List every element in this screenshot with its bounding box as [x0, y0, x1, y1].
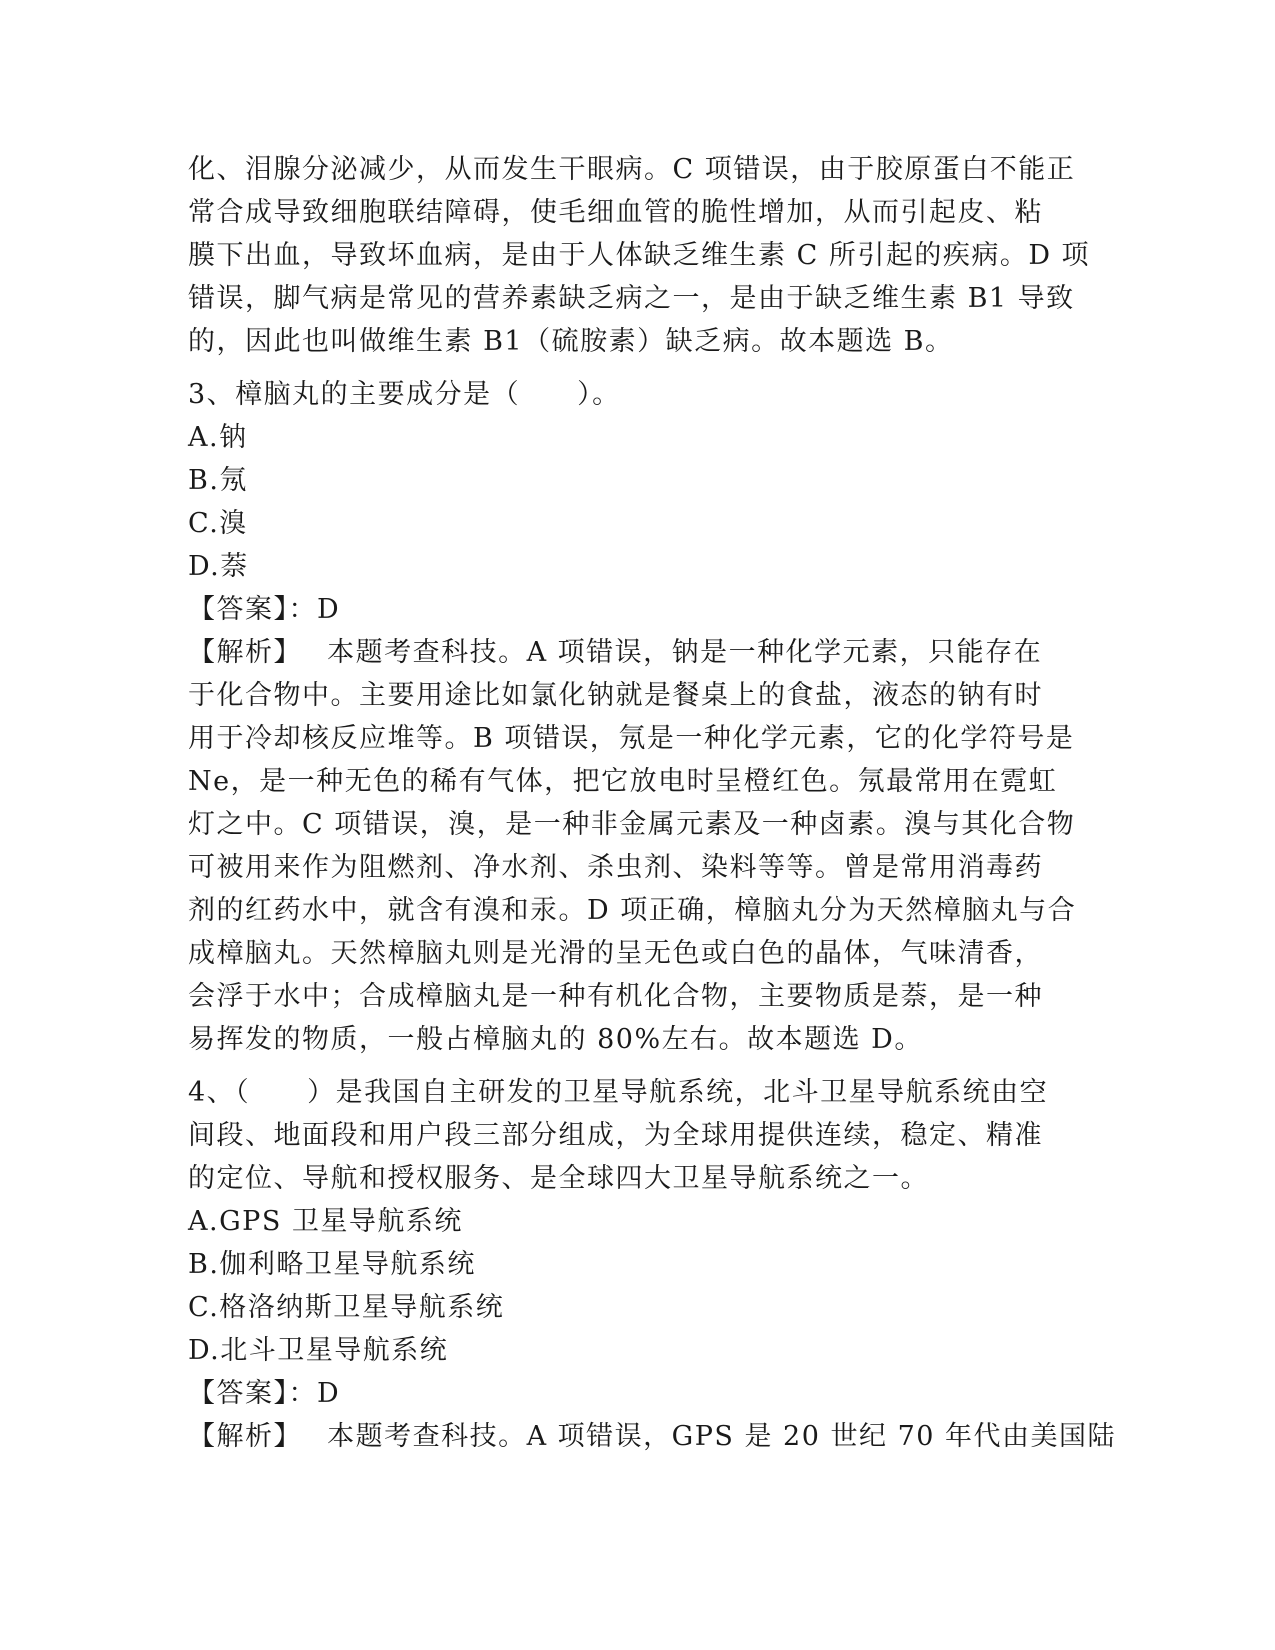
- text-line: 常合成导致细胞联结障碍，使毛细血管的脆性增加，从而引起皮、粘: [188, 197, 1043, 228]
- option-b: B.氖: [188, 465, 248, 496]
- answer-line: 【答案】：D: [188, 594, 341, 625]
- question-stem: 的定位、导航和授权服务、是全球四大卫星导航系统之一。: [188, 1163, 929, 1194]
- text-line: 化、泪腺分泌减少，从而发生干眼病。C 项错误，由于胶原蛋白不能正: [188, 154, 1076, 185]
- question-stem: 3、樟脑丸的主要成分是（ ）。: [188, 379, 621, 410]
- question-4: [188, 1071, 1117, 1458]
- text-line: 灯之中。C 项错误，溴，是一种非金属元素及一种卤素。溴与其化合物: [188, 809, 1076, 840]
- text-line: 可被用来作为阻燃剂、净水剂、杀虫剂、染料等等。曾是常用消毒药: [188, 852, 1043, 883]
- option-b: B.伽利略卫星导航系统: [188, 1249, 476, 1280]
- analysis: [188, 1415, 1117, 1458]
- previous-explanation: [188, 148, 1091, 363]
- question-stem: 4、（ ）是我国自主研发的卫星导航系统，北斗卫星导航系统由空: [188, 1077, 1049, 1108]
- text-line: 易挥发的物质，一般占樟脑丸的 80%左右。故本题选 D。: [188, 1024, 923, 1055]
- option-c: C.溴: [188, 508, 248, 539]
- text-line: Ne，是一种无色的稀有气体，把它放电时呈橙红色。氖最常用在霓虹: [188, 766, 1058, 797]
- option-d: D.北斗卫星导航系统: [188, 1335, 449, 1366]
- option-c: C.格洛纳斯卫星导航系统: [188, 1292, 505, 1323]
- analysis: [188, 631, 1083, 1061]
- answer-line: 【答案】：D: [188, 1378, 341, 1409]
- option-a: A.钠: [188, 422, 248, 453]
- question-3: [188, 373, 1083, 1061]
- text-line: 【解析】 本题考查科技。A 项错误，钠是一种化学元素，只能存在: [188, 637, 1043, 668]
- option-a: A.GPS 卫星导航系统: [188, 1206, 463, 1237]
- question-stem: 间段、地面段和用户段三部分组成，为全球用提供连续，稳定、精准: [188, 1120, 1043, 1151]
- text-line: 于化合物中。主要用途比如氯化钠就是餐桌上的食盐，液态的钠有时: [188, 680, 1043, 711]
- text-line: 的，因此也叫做维生素 B1（硫胺素）缺乏病。故本题选 B。: [188, 326, 954, 357]
- text-line: 会浮于水中；合成樟脑丸是一种有机化合物，主要物质是萘，是一种: [188, 981, 1043, 1012]
- option-d: D.萘: [188, 551, 249, 582]
- page-content: [188, 148, 1117, 1458]
- text-line: 膜下出血，导致坏血病，是由于人体缺乏维生素 C 所引起的疾病。D 项: [188, 240, 1091, 271]
- text-line: 错误，脚气病是常见的营养素缺乏病之一，是由于缺乏维生素 B1 导致: [188, 283, 1075, 314]
- text-line: 剂的红药水中，就含有溴和汞。D 项正确，樟脑丸分为天然樟脑丸与合: [188, 895, 1077, 926]
- text-line: 【解析】 本题考查科技。A 项错误，GPS 是 20 世纪 70 年代由美国陆: [188, 1421, 1117, 1452]
- text-line: 成樟脑丸。天然樟脑丸则是光滑的呈无色或白色的晶体，气味清香，: [188, 938, 1043, 969]
- text-line: 用于冷却核反应堆等。B 项错误，氖是一种化学元素，它的化学符号是: [188, 723, 1075, 754]
